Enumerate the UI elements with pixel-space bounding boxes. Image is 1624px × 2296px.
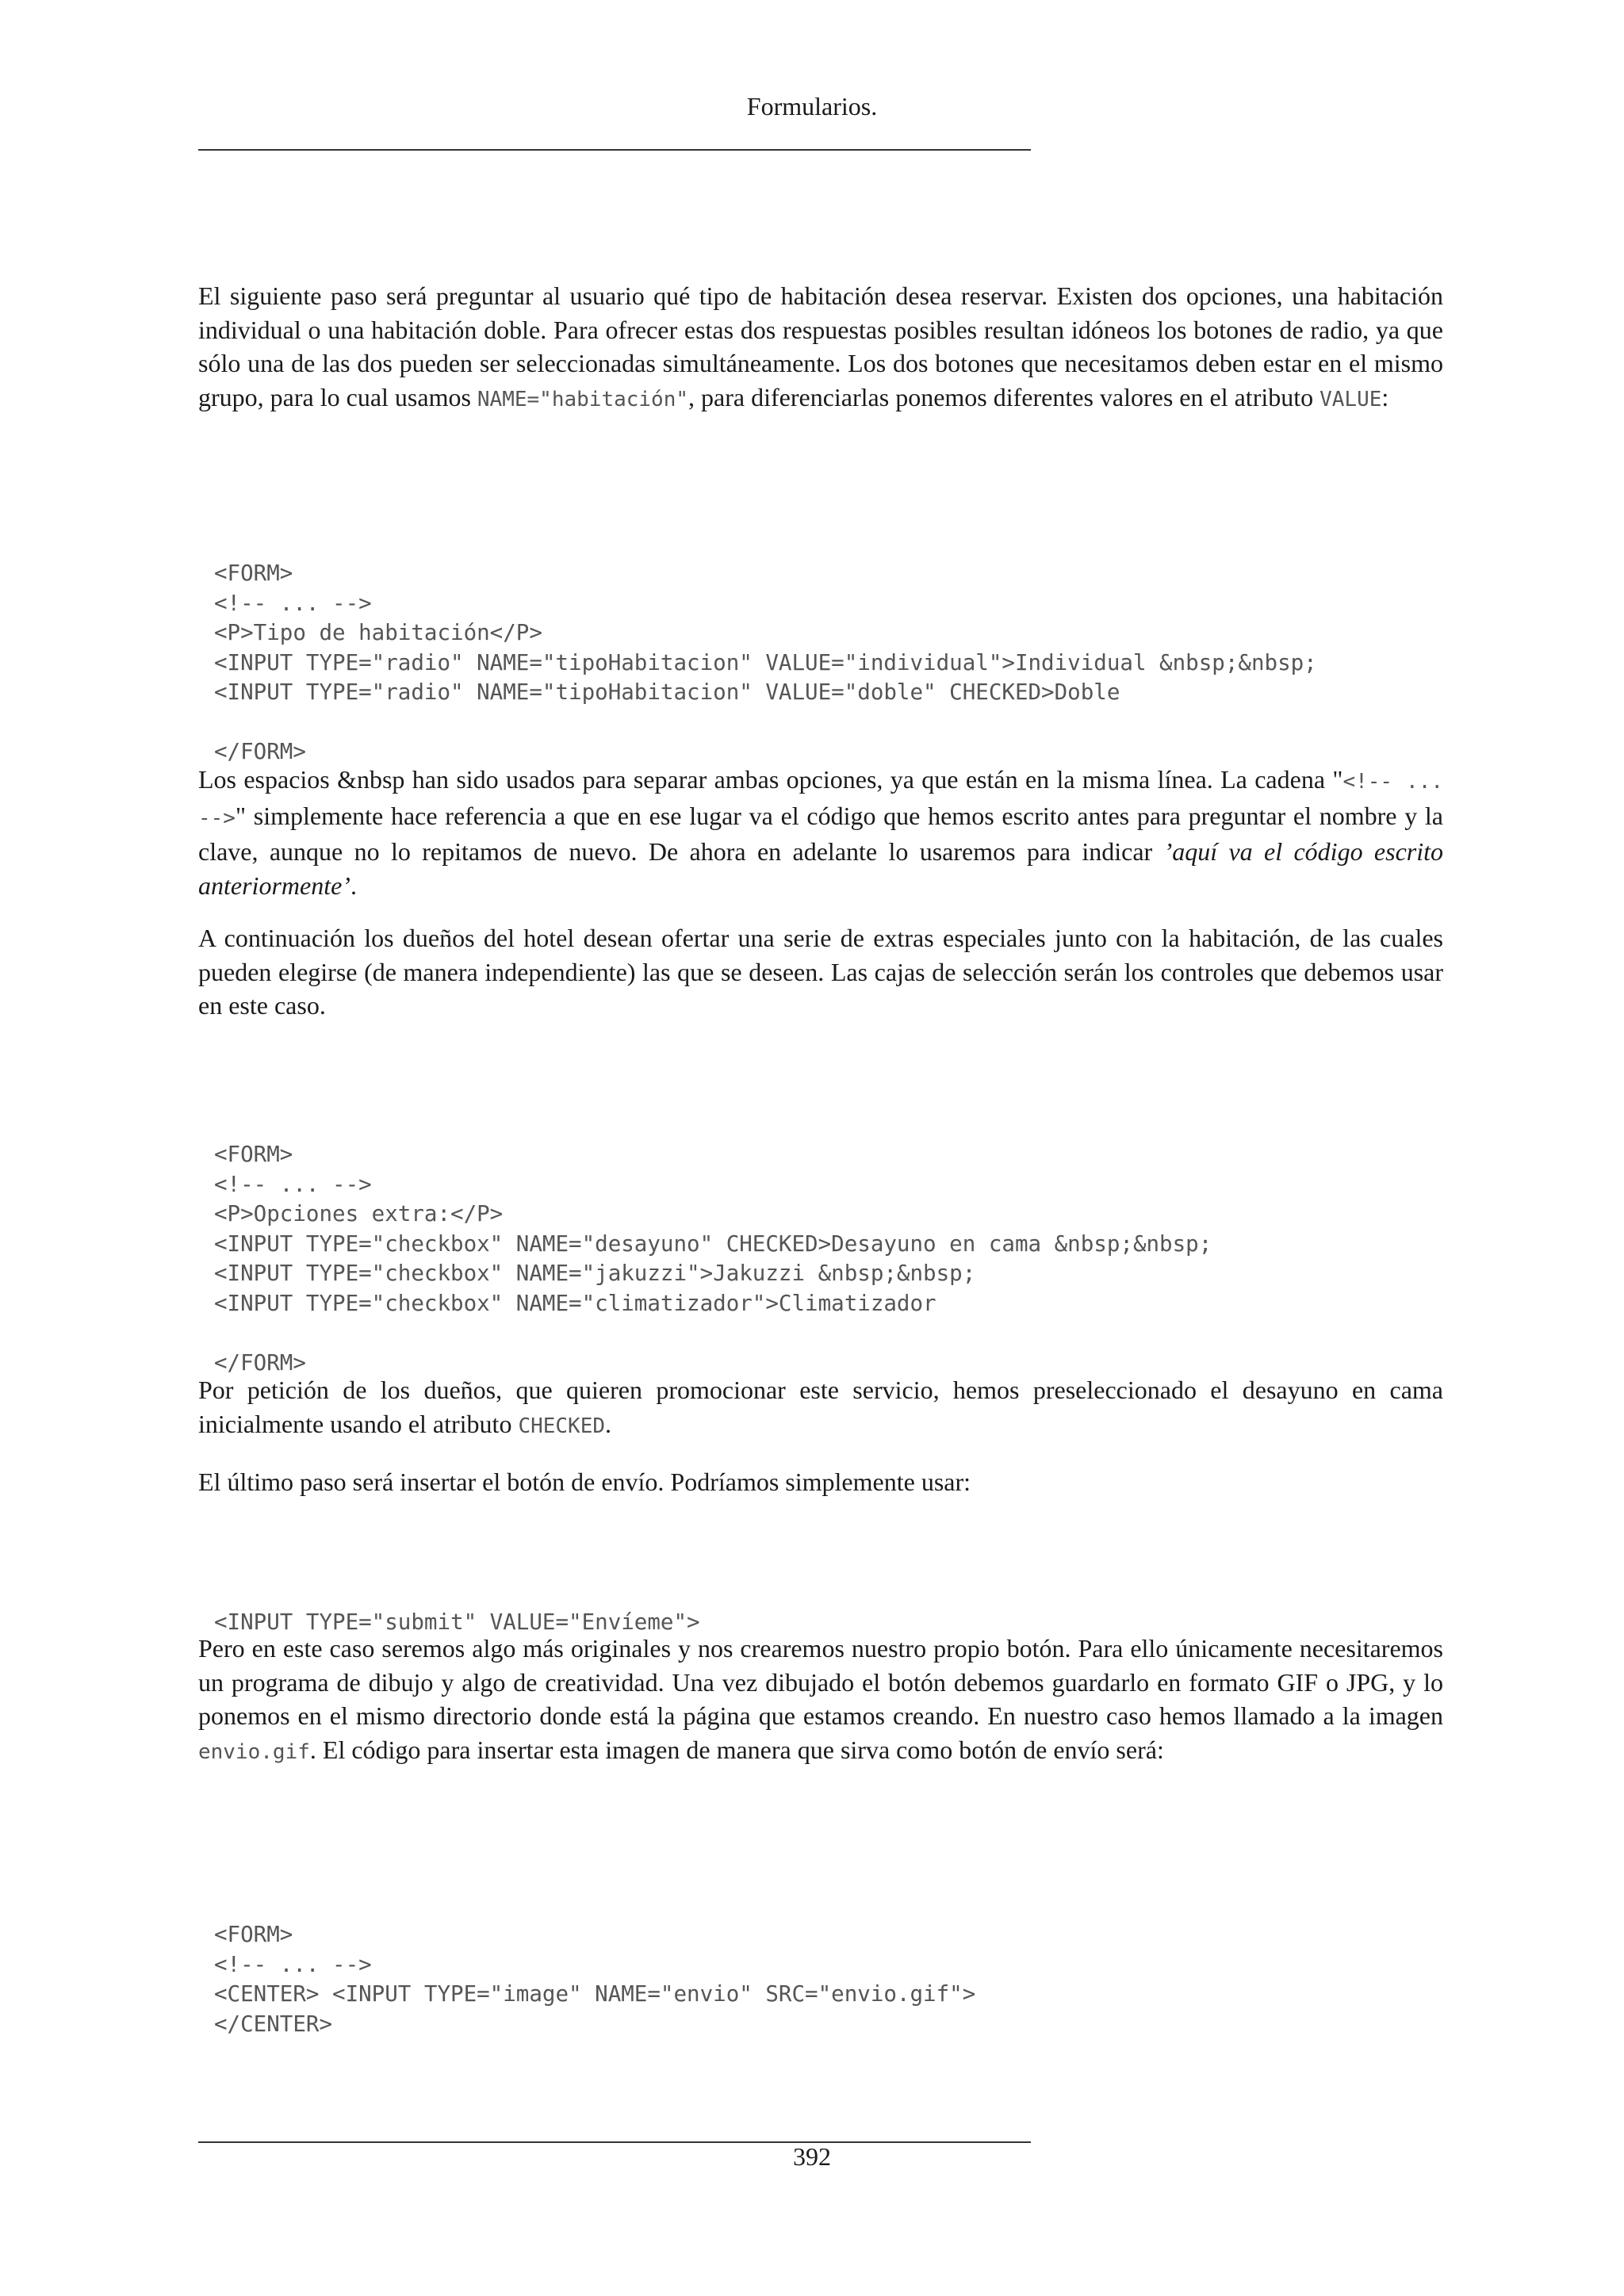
code-block-checkbox [214, 1081, 1212, 1408]
inline-code: VALUE [1320, 387, 1382, 411]
paragraph-text: . [350, 871, 357, 900]
code-line: <INPUT TYPE="checkbox" NAME="jakuzzi">Jakuzzi &nbsp;&nbsp; [214, 1261, 976, 1286]
paragraph-text: A continuación los dueños del hotel desean ofertar una serie de extras especiales junto con la habitación, de las cuales pueden elegirse (de manera independiente) las que se deseen. Las cajas de selección serán los controles que debemos usar en este caso. [198, 924, 1443, 1020]
paragraph-image-button [198, 1632, 1443, 1769]
paragraph-text: Pero en este caso seremos algo más originales y nos crearemos nuestro propio botón. Para ello únicamente necesitaremos un programa de dibujo y algo de creatividad. Una vez dibujado el botón debemos guardarlo en formato GIF o JPG, y lo ponemos en el mismo directorio donde está la página que estamos creando. En nuestro caso hemos llamado a la imagen [198, 1634, 1443, 1730]
italic-text: ’aquí va el código escrito anteriormente’ [198, 837, 1444, 900]
running-header: Formularios. [746, 92, 878, 121]
paragraph-text: El último paso será insertar el botón de envío. Podríamos simplemente usar: [198, 1468, 971, 1496]
code-line: <!-- ... --> [214, 1171, 372, 1197]
paragraph-checked-note [198, 1373, 1443, 1443]
code-line: </FORM> [214, 739, 306, 764]
code-line: <INPUT TYPE="checkbox" NAME="climatizador">Climatizador [214, 1290, 936, 1316]
code-line: <P>Tipo de habitación</P> [214, 620, 542, 645]
code-line: <INPUT TYPE="submit" VALUE="Envíeme"> [214, 1609, 700, 1635]
paragraph-text: . [605, 1409, 612, 1438]
code-line: <FORM> [214, 561, 293, 586]
paragraph-text: . El código para insertar esta imagen de manera que sirva como botón de envío será: [309, 1735, 1164, 1764]
header-rule [198, 149, 1031, 151]
code-line: </FORM> [214, 1349, 306, 1376]
inline-code: envio.gif [198, 1739, 310, 1764]
paragraph-text: , para diferenciarlas ponemos diferentes valores en el atributo [688, 382, 1320, 411]
inline-code: NAME="habitación" [477, 387, 689, 411]
paragraph-text: Los espacios &nbsp han sido usados para separar ambas opciones, ya que están en la misma línea. La cadena " [198, 765, 1343, 794]
paragraph-text: " simplemente hace referencia a que en ese lugar va el código que hemos escrito antes para preguntar el nombre y la clave, aunque no lo repitamos de nuevo. De ahora en adelante lo usaremos para indicar [198, 801, 1443, 866]
code-gap [214, 708, 1317, 738]
code-block-radio [214, 499, 1317, 797]
code-line: <FORM> [214, 1142, 293, 1167]
code-line: <FORM> [214, 1922, 293, 1947]
paragraph-nbsp-explanation [198, 763, 1443, 902]
paragraph-extras-intro [198, 921, 1443, 1023]
paragraph-text: : [1381, 382, 1389, 411]
page-number: 392 [793, 2142, 831, 2171]
inline-code: CHECKED [518, 1414, 606, 1438]
paragraph-radio-intro [198, 279, 1443, 416]
code-line: <INPUT TYPE="radio" NAME="tipoHabitacion" VALUE="doble" CHECKED>Doble [214, 679, 1120, 705]
code-line: <!-- ... --> [214, 1951, 372, 1977]
code-block-image-submit [214, 1861, 975, 2069]
code-line: <CENTER> <INPUT TYPE="image" NAME="envio" SRC="envio.gif"> [214, 1981, 976, 2007]
paragraph-text: El siguiente paso será preguntar al usuario qué tipo de habitación desea reservar. Existen dos opciones, una habitación individual o una habitación doble. Para ofrecer estas dos respuestas posibles resultan idóneos los botones de radio, ya que sólo una de las dos pueden ser seleccionadas simultáneamente. Los dos botones que necesitamos deben estar en el mismo grupo, para lo cual usamos [198, 281, 1443, 411]
code-gap [214, 1318, 1212, 1349]
inline-code: <!-- ... --> [198, 770, 1444, 830]
code-line: </CENTER> [214, 2011, 333, 2037]
code-line: <INPUT TYPE="radio" NAME="tipoHabitacion" VALUE="individual">Individual &nbsp;&nbsp; [214, 649, 1317, 675]
paragraph-submit-intro [198, 1465, 1443, 1499]
code-line: <!-- ... --> [214, 590, 372, 616]
code-line: <P>Opciones extra:</P> [214, 1201, 504, 1226]
paragraph-text: Por petición de los dueños, que quieren promocionar este servicio, hemos preseleccionado el desayuno en cama inicialmente usando el atributo [198, 1376, 1443, 1438]
code-line: <INPUT TYPE="checkbox" NAME="desayuno" CHECKED>Desayuno en cama &nbsp;&nbsp; [214, 1230, 1212, 1257]
